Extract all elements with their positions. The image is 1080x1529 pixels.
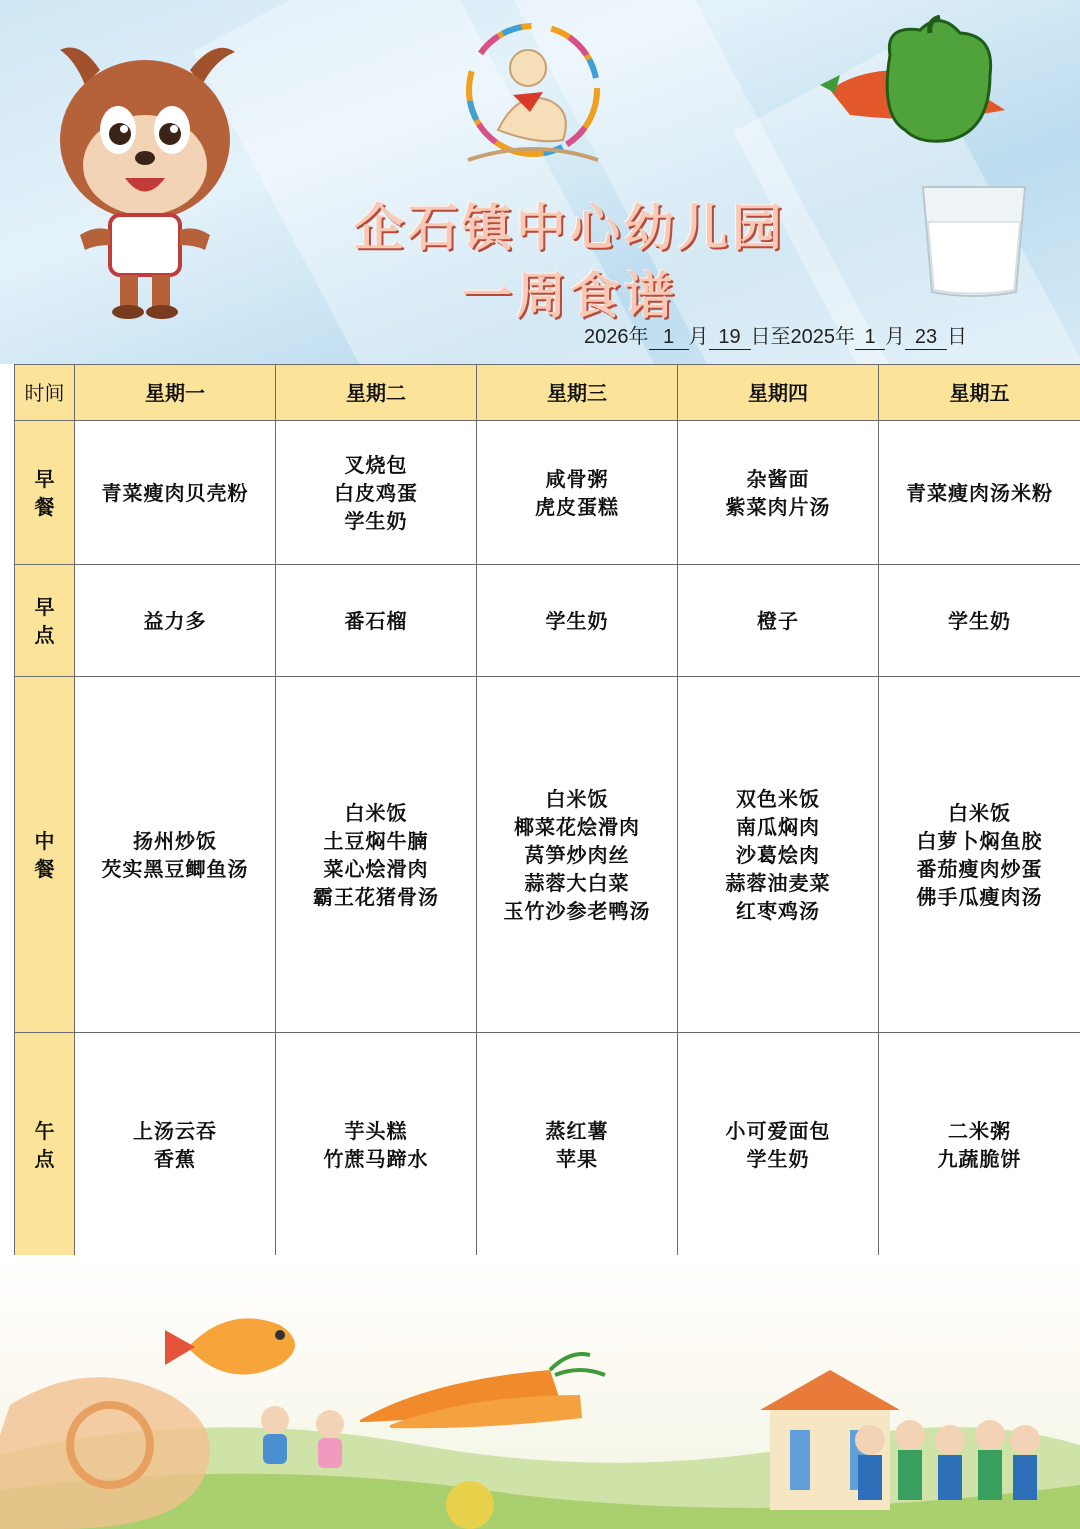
menu-cell (477, 565, 678, 677)
day-label: 日 (947, 326, 967, 348)
header-row (15, 365, 1080, 421)
dish-item: 学生奶 (948, 608, 1011, 633)
deer-logo-icon (458, 20, 608, 165)
dish-item: 学生奶 (344, 508, 408, 533)
carrot-icon (350, 1350, 610, 1430)
dish-item: 土豆焖牛腩 (323, 828, 429, 853)
meal-label (15, 565, 75, 677)
menu-cell (477, 677, 678, 1033)
dish-item: 霸王花猪骨汤 (313, 884, 439, 909)
day-header: 星期一 (75, 365, 276, 421)
menu-cell (678, 421, 879, 565)
date-range (584, 320, 967, 350)
meal-row (15, 565, 1080, 677)
dish-item: 莴笋炒肉丝 (524, 842, 630, 867)
menu-cell (75, 565, 276, 677)
year-label: 年 (628, 326, 649, 348)
dish-item: 蒸红薯 (545, 1118, 609, 1143)
header-banner (0, 0, 1080, 364)
start-day: 19 (709, 326, 751, 350)
dish-item: 番石榴 (344, 608, 408, 633)
menu-cell (477, 421, 678, 565)
school-name: 企石镇中心幼儿园 (354, 198, 786, 257)
dish-item: 紫菜肉片汤 (725, 494, 831, 519)
dish-item: 杂酱面 (746, 466, 810, 491)
dish-item: 芡实黑豆鲫鱼汤 (101, 856, 249, 881)
meal-label (15, 421, 75, 565)
menu-cell (678, 677, 879, 1033)
to-label: 至 (770, 326, 791, 348)
school-house-icon (700, 1350, 1060, 1520)
dish-item: 青菜瘦肉汤米粉 (906, 480, 1053, 505)
fish-icon (160, 1305, 310, 1390)
page-title: 一周食谱 (462, 266, 678, 325)
dish-item: 白萝卜焖鱼胶 (916, 828, 1043, 853)
end-day: 23 (905, 326, 947, 350)
menu-cell (75, 421, 276, 565)
menu-cell (678, 1033, 879, 1257)
dish-item: 小可爱面包 (725, 1118, 831, 1143)
dish-item: 白米饭 (545, 786, 609, 811)
meal-label-text: 中餐 (34, 828, 55, 881)
menu-cell (678, 565, 879, 677)
menu-cell (477, 1033, 678, 1257)
menu-cell (879, 1033, 1080, 1257)
menu-cell (879, 421, 1080, 565)
end-year: 2025 (790, 326, 835, 348)
dish-item: 上汤云吞 (133, 1118, 217, 1143)
day-label: 日 (750, 326, 771, 348)
children-icon (245, 1400, 365, 1480)
dish-item: 白米饭 (948, 800, 1011, 825)
dish-item: 青菜瘦肉贝壳粉 (101, 480, 249, 505)
time-header: 时间 (15, 365, 75, 421)
menu-cell (276, 1033, 477, 1257)
end-month: 1 (855, 326, 885, 350)
dish-item: 沙葛烩肉 (736, 842, 820, 867)
dish-item: 香蕉 (154, 1146, 196, 1171)
dish-item: 蒜蓉大白菜 (524, 870, 630, 895)
dish-item: 佛手瓜瘦肉汤 (916, 884, 1043, 909)
dish-item: 蒜蓉油麦菜 (725, 870, 831, 895)
month-label: 月 (885, 326, 905, 348)
day-header: 星期五 (879, 365, 1080, 421)
dish-item: 虎皮蛋糕 (535, 494, 619, 519)
menu-cell (276, 565, 477, 677)
dish-item: 九蔬脆饼 (937, 1146, 1022, 1171)
dish-item: 学生奶 (746, 1146, 810, 1171)
menu-cell (75, 1033, 276, 1257)
meal-label (15, 1033, 75, 1257)
year-label: 年 (835, 326, 855, 348)
dish-item: 双色米饭 (736, 786, 820, 811)
menu-cell (75, 677, 276, 1033)
menu-cell (879, 565, 1080, 677)
meal-label-text: 早点 (34, 594, 55, 647)
meal-row (15, 1033, 1080, 1257)
day-header: 星期二 (276, 365, 477, 421)
dish-item: 椰菜花烩滑肉 (514, 814, 640, 839)
day-header: 星期三 (477, 365, 678, 421)
meal-label-text: 午点 (34, 1118, 55, 1171)
month-label: 月 (688, 326, 709, 348)
day-header: 星期四 (678, 365, 879, 421)
meal-row (15, 677, 1080, 1033)
pepper-carrot-icon (810, 15, 1020, 150)
dish-item: 苹果 (556, 1146, 598, 1171)
dish-item: 番茄瘦肉炒蛋 (916, 856, 1043, 881)
dish-item: 益力多 (143, 608, 207, 633)
dish-item: 咸骨粥 (545, 466, 609, 491)
dish-item: 二米粥 (948, 1118, 1011, 1143)
footer-illustration (0, 1255, 1080, 1529)
weekly-menu-table (14, 364, 1080, 1257)
start-year: 2026 (584, 326, 629, 348)
meal-row (15, 421, 1080, 565)
dish-item: 芋头糕 (344, 1118, 408, 1143)
menu-cell (276, 421, 477, 565)
menu-cell (276, 677, 477, 1033)
dish-item: 橙子 (757, 608, 799, 633)
dish-item: 玉竹沙参老鸭汤 (503, 898, 651, 923)
dish-item: 白米饭 (344, 800, 408, 825)
dish-item: 学生奶 (545, 608, 609, 633)
meal-label (15, 677, 75, 1033)
dish-item: 南瓜焖肉 (736, 814, 820, 839)
dish-item: 红枣鸡汤 (736, 898, 820, 923)
menu-cell (879, 677, 1080, 1033)
dish-item: 扬州炒饭 (133, 828, 217, 853)
dish-item: 白皮鸡蛋 (334, 480, 418, 505)
meal-label-text: 早餐 (34, 466, 55, 519)
dish-item: 菜心烩滑肉 (323, 856, 429, 881)
dish-item: 竹蔗马蹄水 (323, 1146, 429, 1171)
start-month: 1 (649, 326, 689, 350)
dish-item: 叉烧包 (344, 452, 408, 477)
